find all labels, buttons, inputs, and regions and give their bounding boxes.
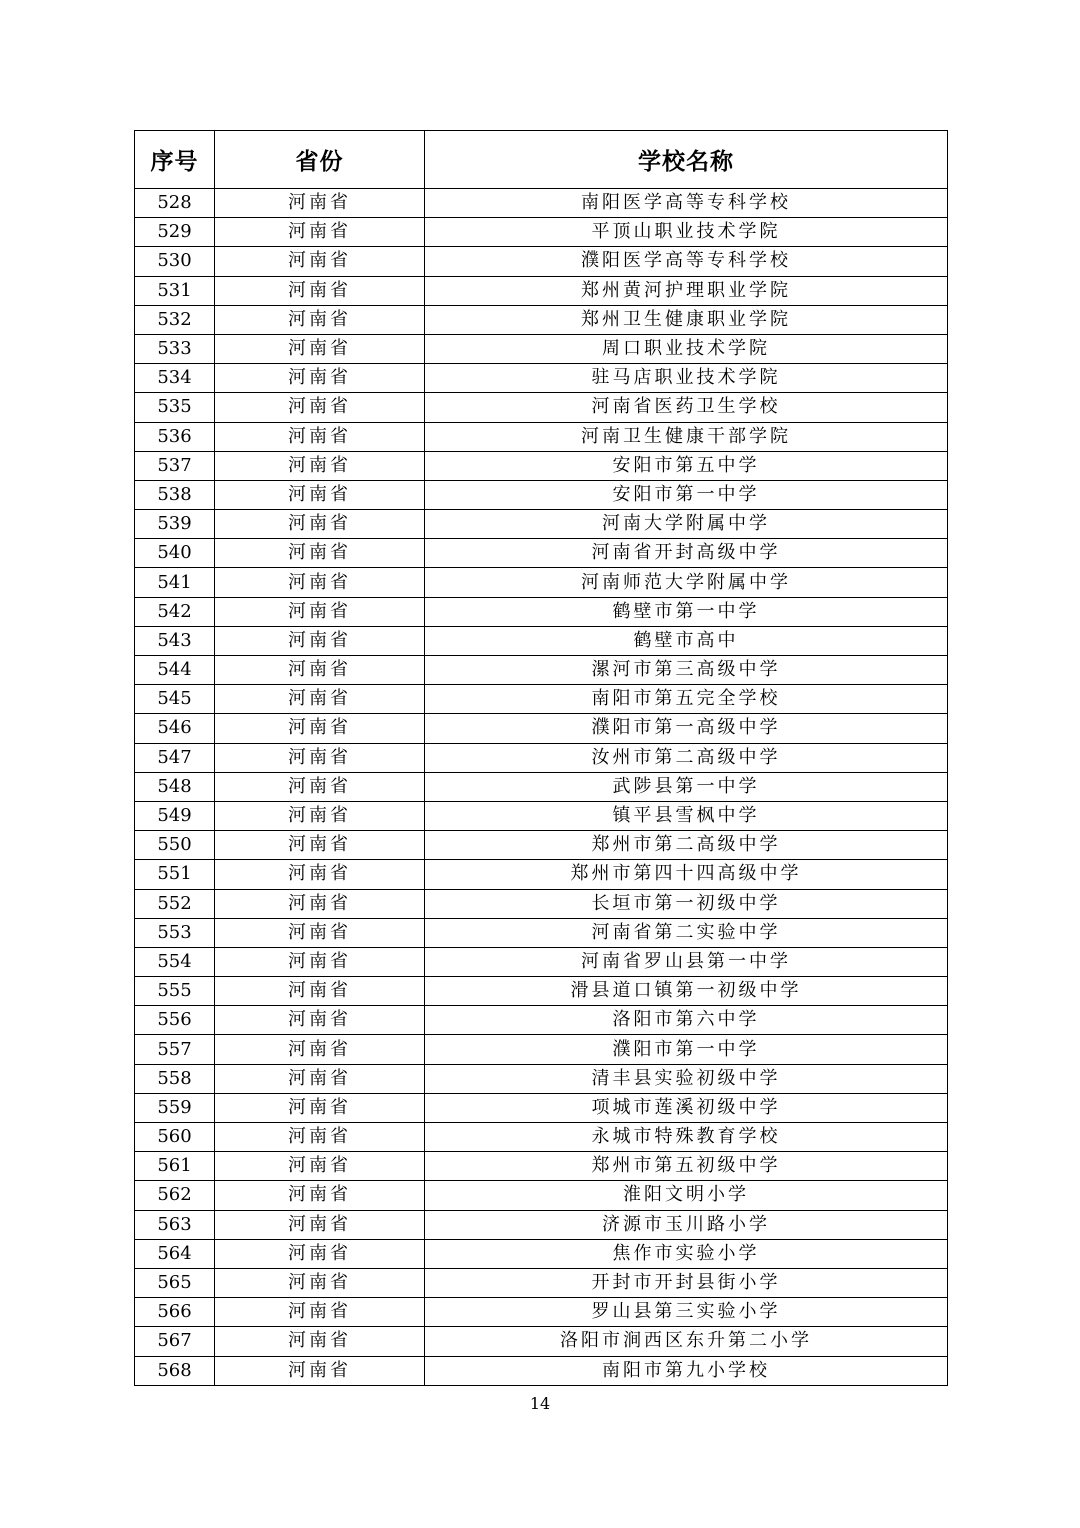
table-body: [135, 189, 948, 1386]
row-school-name: 郑州卫生健康职业学院: [425, 305, 948, 334]
row-school-name: 鹤壁市第一中学: [425, 597, 948, 626]
row-province: 河南省: [215, 714, 425, 743]
table-row: [135, 334, 948, 363]
row-province: 河南省: [215, 568, 425, 597]
row-school-name: 漯河市第三高级中学: [425, 656, 948, 685]
table-row: [135, 1356, 948, 1385]
row-number: 562: [135, 1181, 215, 1210]
row-number: 532: [135, 305, 215, 334]
row-school-name: 罗山县第三实验小学: [425, 1298, 948, 1327]
row-number: 543: [135, 626, 215, 655]
row-number: 564: [135, 1239, 215, 1268]
row-number: 553: [135, 918, 215, 947]
row-school-name: 安阳市第一中学: [425, 480, 948, 509]
table-row: [135, 714, 948, 743]
row-province: 河南省: [215, 189, 425, 218]
page-number: 14: [529, 1394, 551, 1413]
row-school-name: 武陟县第一中学: [425, 772, 948, 801]
row-number: 549: [135, 801, 215, 830]
row-school-name: 河南师范大学附属中学: [425, 568, 948, 597]
row-number: 542: [135, 597, 215, 626]
table-row: [135, 218, 948, 247]
table-row: [135, 451, 948, 480]
row-province: 河南省: [215, 305, 425, 334]
row-number: 530: [135, 247, 215, 276]
row-school-name: 长垣市第一初级中学: [425, 889, 948, 918]
row-number: 529: [135, 218, 215, 247]
row-number: 546: [135, 714, 215, 743]
table-row: [135, 1064, 948, 1093]
row-school-name: 河南省医药卫生学校: [425, 393, 948, 422]
row-school-name: 濮阳医学高等专科学校: [425, 247, 948, 276]
row-province: 河南省: [215, 334, 425, 363]
row-number: 550: [135, 831, 215, 860]
table-row: [135, 918, 948, 947]
row-number: 531: [135, 276, 215, 305]
row-province: 河南省: [215, 889, 425, 918]
row-number: 559: [135, 1093, 215, 1122]
table-row: [135, 189, 948, 218]
row-province: 河南省: [215, 918, 425, 947]
table-row: [135, 1181, 948, 1210]
row-number: 548: [135, 772, 215, 801]
table-row: [135, 860, 948, 889]
table-row: [135, 597, 948, 626]
row-number: 561: [135, 1152, 215, 1181]
row-number: 551: [135, 860, 215, 889]
table-row: [135, 480, 948, 509]
row-school-name: 郑州黄河护理职业学院: [425, 276, 948, 305]
row-school-name: 滑县道口镇第一初级中学: [425, 977, 948, 1006]
table-row: [135, 831, 948, 860]
row-school-name: 郑州市第四十四高级中学: [425, 860, 948, 889]
row-province: 河南省: [215, 801, 425, 830]
row-school-name: 汝州市第二高级中学: [425, 743, 948, 772]
row-province: 河南省: [215, 1006, 425, 1035]
row-number: 535: [135, 393, 215, 422]
table-row: [135, 977, 948, 1006]
row-province: 河南省: [215, 218, 425, 247]
row-number: 565: [135, 1268, 215, 1297]
row-province: 河南省: [215, 1298, 425, 1327]
row-province: 河南省: [215, 422, 425, 451]
table-row: [135, 1093, 948, 1122]
row-school-name: 郑州市第二高级中学: [425, 831, 948, 860]
table-row: [135, 743, 948, 772]
row-province: 河南省: [215, 1152, 425, 1181]
table-row: [135, 1210, 948, 1239]
table-row: [135, 1298, 948, 1327]
row-province: 河南省: [215, 364, 425, 393]
row-school-name: 南阳医学高等专科学校: [425, 189, 948, 218]
row-number: 568: [135, 1356, 215, 1385]
row-province: 河南省: [215, 1210, 425, 1239]
row-number: 536: [135, 422, 215, 451]
row-province: 河南省: [215, 947, 425, 976]
row-province: 河南省: [215, 510, 425, 539]
row-province: 河南省: [215, 1268, 425, 1297]
row-province: 河南省: [215, 276, 425, 305]
school-list-table: [134, 130, 948, 1386]
row-school-name: 河南卫生健康干部学院: [425, 422, 948, 451]
row-number: 540: [135, 539, 215, 568]
row-school-name: 南阳市第九小学校: [425, 1356, 948, 1385]
row-province: 河南省: [215, 393, 425, 422]
row-school-name: 郑州市第五初级中学: [425, 1152, 948, 1181]
row-school-name: 驻马店职业技术学院: [425, 364, 948, 393]
header-province: 省份: [215, 131, 425, 189]
table-row: [135, 247, 948, 276]
table-row: [135, 656, 948, 685]
row-number: 545: [135, 685, 215, 714]
row-number: 547: [135, 743, 215, 772]
row-province: 河南省: [215, 1123, 425, 1152]
row-province: 河南省: [215, 480, 425, 509]
row-school-name: 清丰县实验初级中学: [425, 1064, 948, 1093]
row-province: 河南省: [215, 451, 425, 480]
row-province: 河南省: [215, 772, 425, 801]
row-number: 555: [135, 977, 215, 1006]
row-province: 河南省: [215, 626, 425, 655]
row-province: 河南省: [215, 597, 425, 626]
row-school-name: 济源市玉川路小学: [425, 1210, 948, 1239]
row-number: 560: [135, 1123, 215, 1152]
row-number: 538: [135, 480, 215, 509]
table-row: [135, 1152, 948, 1181]
row-number: 537: [135, 451, 215, 480]
row-school-name: 河南省第二实验中学: [425, 918, 948, 947]
row-province: 河南省: [215, 977, 425, 1006]
table-row: [135, 276, 948, 305]
row-number: 557: [135, 1035, 215, 1064]
row-school-name: 焦作市实验小学: [425, 1239, 948, 1268]
row-school-name: 濮阳市第一高级中学: [425, 714, 948, 743]
row-number: 558: [135, 1064, 215, 1093]
row-school-name: 洛阳市第六中学: [425, 1006, 948, 1035]
row-province: 河南省: [215, 860, 425, 889]
table-row: [135, 947, 948, 976]
row-number: 566: [135, 1298, 215, 1327]
row-school-name: 濮阳市第一中学: [425, 1035, 948, 1064]
row-school-name: 项城市莲溪初级中学: [425, 1093, 948, 1122]
row-number: 534: [135, 364, 215, 393]
row-school-name: 开封市开封县街小学: [425, 1268, 948, 1297]
row-number: 539: [135, 510, 215, 539]
row-number: 544: [135, 656, 215, 685]
row-school-name: 鹤壁市高中: [425, 626, 948, 655]
row-province: 河南省: [215, 539, 425, 568]
table-row: [135, 801, 948, 830]
table-row: [135, 305, 948, 334]
table-row: [135, 1035, 948, 1064]
row-province: 河南省: [215, 685, 425, 714]
table-row: [135, 685, 948, 714]
row-number: 552: [135, 889, 215, 918]
row-province: 河南省: [215, 1327, 425, 1356]
header-row: [135, 131, 948, 189]
row-province: 河南省: [215, 1356, 425, 1385]
row-school-name: 周口职业技术学院: [425, 334, 948, 363]
row-province: 河南省: [215, 1035, 425, 1064]
row-school-name: 平顶山职业技术学院: [425, 218, 948, 247]
row-school-name: 河南大学附属中学: [425, 510, 948, 539]
row-number: 567: [135, 1327, 215, 1356]
row-school-name: 南阳市第五完全学校: [425, 685, 948, 714]
table-row: [135, 539, 948, 568]
row-province: 河南省: [215, 743, 425, 772]
table-row: [135, 1327, 948, 1356]
table-row: [135, 1239, 948, 1268]
row-province: 河南省: [215, 247, 425, 276]
table-row: [135, 889, 948, 918]
table-row: [135, 393, 948, 422]
table-row: [135, 772, 948, 801]
table-row: [135, 510, 948, 539]
row-province: 河南省: [215, 1093, 425, 1122]
row-school-name: 河南省开封高级中学: [425, 539, 948, 568]
table-row: [135, 422, 948, 451]
row-province: 河南省: [215, 831, 425, 860]
row-school-name: 安阳市第五中学: [425, 451, 948, 480]
row-school-name: 永城市特殊教育学校: [425, 1123, 948, 1152]
row-province: 河南省: [215, 656, 425, 685]
row-school-name: 淮阳文明小学: [425, 1181, 948, 1210]
table-row: [135, 364, 948, 393]
row-school-name: 洛阳市涧西区东升第二小学: [425, 1327, 948, 1356]
row-number: 554: [135, 947, 215, 976]
row-number: 556: [135, 1006, 215, 1035]
table-row: [135, 568, 948, 597]
table-row: [135, 1123, 948, 1152]
row-number: 563: [135, 1210, 215, 1239]
row-number: 533: [135, 334, 215, 363]
row-school-name: 镇平县雪枫中学: [425, 801, 948, 830]
row-province: 河南省: [215, 1064, 425, 1093]
row-school-name: 河南省罗山县第一中学: [425, 947, 948, 976]
table-header: [135, 131, 948, 189]
table-row: [135, 626, 948, 655]
row-number: 541: [135, 568, 215, 597]
table-row: [135, 1006, 948, 1035]
row-province: 河南省: [215, 1239, 425, 1268]
table-row: [135, 1268, 948, 1297]
row-number: 528: [135, 189, 215, 218]
header-number: 序号: [135, 131, 215, 189]
header-school: 学校名称: [425, 131, 948, 189]
row-province: 河南省: [215, 1181, 425, 1210]
